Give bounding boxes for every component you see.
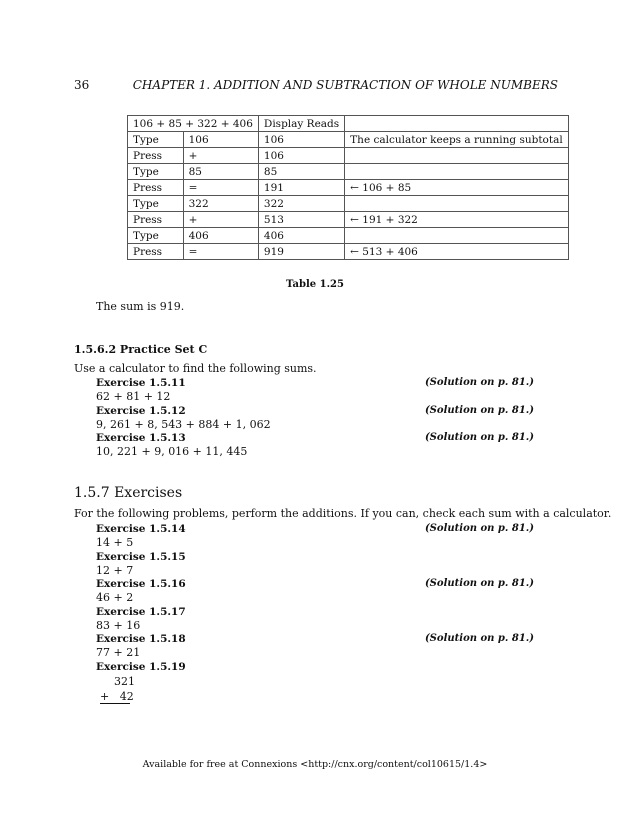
table-cell: 85 — [258, 164, 344, 180]
table-cell: 85 — [183, 164, 258, 180]
table-caption: Table 1.25 — [286, 279, 344, 290]
exercise-title: Exercise 1.5.17 — [96, 606, 186, 618]
table-cell: Display Reads — [258, 116, 344, 132]
table-cell: 106 — [258, 148, 344, 164]
table-cell: 406 — [258, 228, 344, 244]
table-row — [128, 212, 569, 228]
exercises-intro: For the following problems, perform the additions. If you can, check each sum with a calculator. — [74, 507, 612, 520]
exercise-title: Exercise 1.5.16 — [96, 578, 186, 590]
table-cell: 513 — [258, 212, 344, 228]
exercise-body: 46 + 2 — [96, 591, 134, 604]
exercise-title: Exercise 1.5.11 — [96, 377, 186, 389]
table-row — [128, 164, 569, 180]
table-row — [128, 148, 569, 164]
table-cell — [345, 164, 569, 180]
table-cell: 106 — [258, 132, 344, 148]
table-cell: 919 — [258, 244, 344, 260]
exercise-title: Exercise 1.5.13 — [96, 432, 186, 444]
solution-link[interactable]: (Solution on p. 81.) — [424, 432, 534, 443]
table-cell: Press — [128, 212, 184, 228]
exercise-body: 83 + 16 — [96, 619, 141, 632]
exercise-title: Exercise 1.5.12 — [96, 405, 186, 417]
sum-rule-line — [100, 703, 130, 704]
table-cell: 322 — [258, 196, 344, 212]
practice-heading: 1.5.6.2 Practice Set C — [74, 343, 208, 356]
table-row — [128, 132, 569, 148]
exercise-body: 14 + 5 — [96, 536, 134, 549]
table-cell: 106 + 85 + 322 + 406 — [128, 116, 259, 132]
exercise-title: Exercise 1.5.18 — [96, 633, 186, 645]
table-cell — [345, 148, 569, 164]
table-cell — [345, 228, 569, 244]
exercises-heading: 1.5.7 Exercises — [74, 485, 183, 501]
table-cell: Press — [128, 244, 184, 260]
calculator-table — [127, 115, 569, 260]
table-row — [128, 116, 569, 132]
table-cell: + — [183, 148, 258, 164]
sum-text: The sum is 919. — [96, 300, 185, 313]
exercise-body: 12 + 7 — [96, 564, 134, 577]
solution-link[interactable]: (Solution on p. 81.) — [424, 377, 534, 388]
table-cell — [345, 116, 569, 132]
solution-link[interactable]: (Solution on p. 81.) — [424, 523, 534, 534]
table-cell: Type — [128, 228, 184, 244]
exercise-body: 10, 221 + 9, 016 + 11, 445 — [96, 445, 248, 458]
table-row — [128, 244, 569, 260]
table-cell: = — [183, 180, 258, 196]
table-row — [128, 196, 569, 212]
table-cell: The calculator keeps a running subtotal — [345, 132, 569, 148]
stack-bottom-number: + 42 — [100, 690, 134, 703]
page-number: 36 — [74, 78, 90, 92]
chapter-title: CHAPTER 1. ADDITION AND SUBTRACTION OF WHOLE NUMBERS — [132, 78, 558, 92]
table-row — [128, 180, 569, 196]
solution-link[interactable]: (Solution on p. 81.) — [424, 405, 534, 416]
practice-intro: Use a calculator to find the following sums. — [74, 362, 317, 375]
table-cell: 191 — [258, 180, 344, 196]
table-cell: Type — [128, 164, 184, 180]
table-cell: = — [183, 244, 258, 260]
table-cell: 322 — [183, 196, 258, 212]
table-cell: ← 513 + 406 — [345, 244, 569, 260]
stack-top-number: 321 — [114, 675, 135, 688]
table-cell: Press — [128, 180, 184, 196]
exercise-title: Exercise 1.5.14 — [96, 523, 186, 535]
table-cell: ← 106 + 85 — [345, 180, 569, 196]
solution-link[interactable]: (Solution on p. 81.) — [424, 578, 534, 589]
exercise-body: 9, 261 + 8, 543 + 884 + 1, 062 — [96, 418, 271, 431]
table-cell: ← 191 + 322 — [345, 212, 569, 228]
exercise-body: 77 + 21 — [96, 646, 141, 659]
table-cell — [345, 196, 569, 212]
table-row — [128, 228, 569, 244]
exercise-body: 62 + 81 + 12 — [96, 390, 171, 403]
exercise-title: Exercise 1.5.19 — [96, 661, 186, 673]
table-cell: Type — [128, 132, 184, 148]
table-cell: 106 — [183, 132, 258, 148]
solution-link[interactable]: (Solution on p. 81.) — [424, 633, 534, 644]
table-cell: Type — [128, 196, 184, 212]
exercise-title: Exercise 1.5.15 — [96, 551, 186, 563]
table-cell: 406 — [183, 228, 258, 244]
table-cell: + — [183, 212, 258, 228]
footer-text: Available for free at Connexions <http://cnx.org/content/col10615/1.4> — [142, 759, 488, 770]
table-cell: Press — [128, 148, 184, 164]
